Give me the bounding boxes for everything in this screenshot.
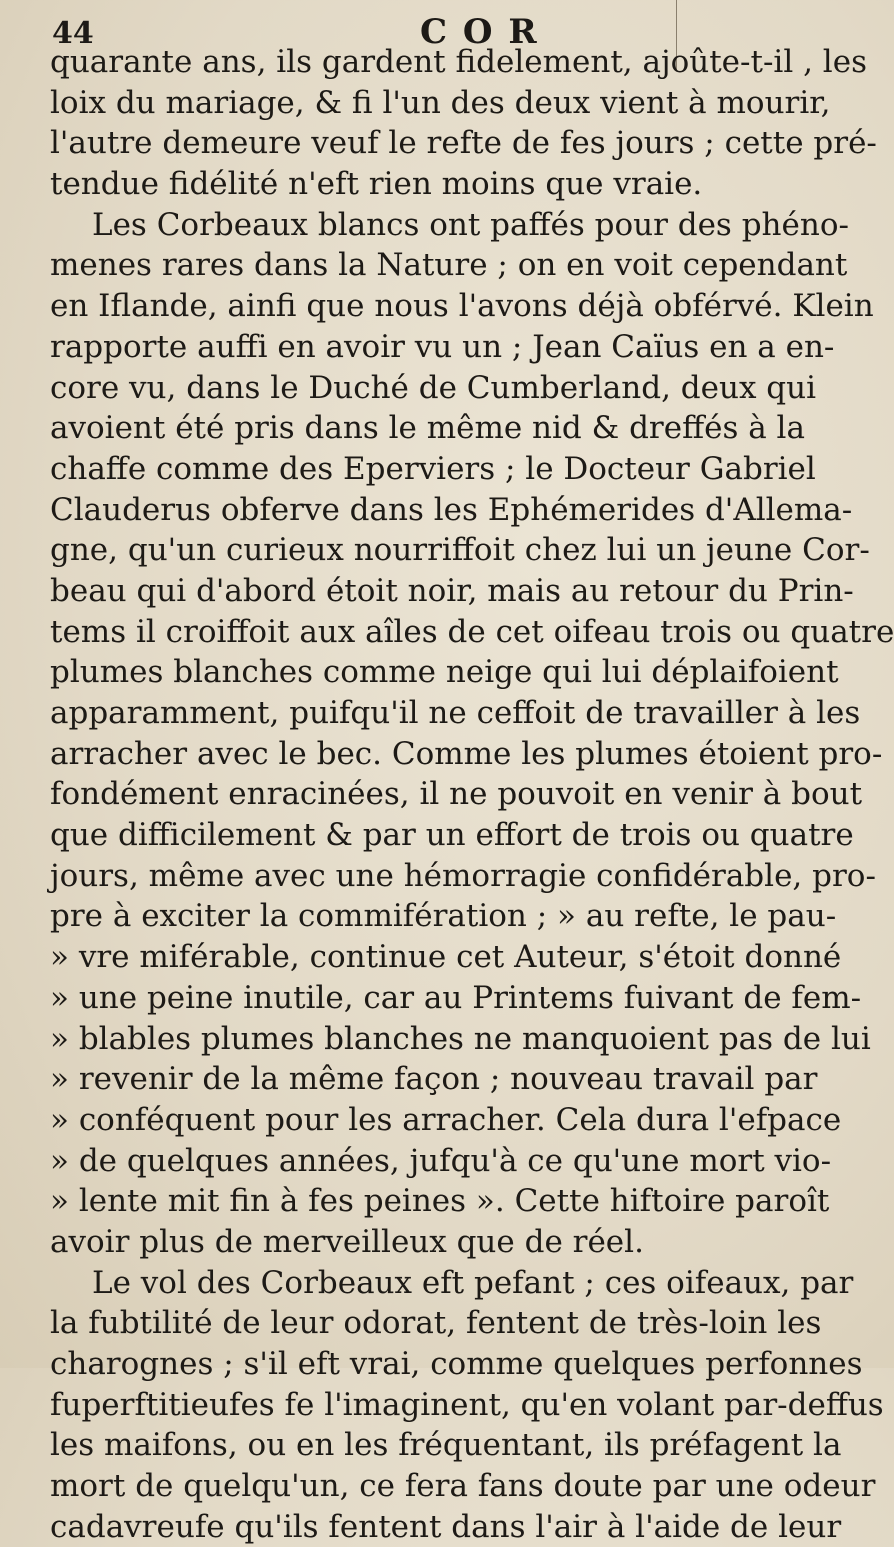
text-line: » revenir de la même façon ; nouveau travail par <box>50 1061 818 1098</box>
text-line: » vre miférable, continue cet Auteur, s'étoit donné <box>50 939 842 976</box>
text-line: arracher avec le bec. Comme les plumes étoient pro- <box>50 735 883 772</box>
text-line: mort de quelqu'un, ce fera fans doute par une odeur <box>50 1468 876 1505</box>
text-line: » conféquent pour les arracher. Cela dura l'efpace <box>50 1101 842 1138</box>
text-line: la fubtilité de leur odorat, fentent de très-loin les <box>50 1305 822 1342</box>
text-line: tendue fidélité n'eft rien moins que vraie. <box>50 166 703 203</box>
text-line: en Iflande, ainfi que nous l'avons déjà obférvé. Klein <box>50 288 874 325</box>
text-line: l'autre demeure veuf le refte de fes jours ; cette pré- <box>50 125 877 162</box>
text-line: pre à exciter la commifération ; » au refte, le pau- <box>50 898 837 935</box>
text-line: menes rares dans la Nature ; on en voit cependant <box>50 247 848 284</box>
text-line: quarante ans, ils gardent fidelement, ajoûte-t-il , les <box>50 44 867 80</box>
page-number: 44 <box>52 16 94 51</box>
text-line: cadavreufe qu'ils fentent dans l'air à l'aide de leur <box>50 1508 842 1545</box>
text-line: charognes ; s'il eft vrai, comme quelques perfonnes <box>50 1346 863 1382</box>
text-line: fondément enracinées, il ne pouvoit en venir à bout <box>50 776 863 813</box>
text-line: fuperftitieufes fe l'imaginent, qu'en volant par-deffus <box>50 1386 884 1423</box>
text-line: plumes blanches comme neige qui lui déplaifoient <box>50 654 839 691</box>
text-line: avoir plus de merveilleux que de réel. <box>50 1223 644 1260</box>
text-line: Les Corbeaux blancs ont paffés pour des phéno- <box>92 206 849 243</box>
text-line: » blables plumes blanches ne manquoient pas de lui <box>50 1020 871 1057</box>
text-line: tems il croiffoit aux aîles de cet oifeau trois ou quatre <box>50 613 894 650</box>
text-line: beau qui d'abord étoit noir, mais au retour du Prin- <box>50 572 854 609</box>
text-line: les maifons, ou en les fréquentant, ils préfagent la <box>50 1427 842 1464</box>
text-line: core vu, dans le Duché de Cumberland, deux qui <box>50 369 817 406</box>
body-text <box>50 42 894 1547</box>
text-line: » de quelques années, jufqu'à ce qu'une mort vio- <box>50 1142 832 1179</box>
text-line: Le vol des Corbeaux eft pefant ; ces oifeaux, par <box>92 1264 854 1301</box>
text-line: chaffe comme des Eperviers ; le Docteur Gabriel <box>50 450 816 487</box>
text-line: jours, même avec une hémorragie confidérable, pro- <box>50 857 876 894</box>
text-line: Clauderus obferve dans les Ephémerides d'Allema- <box>50 491 853 528</box>
text-line: que difficilement & par un effort de trois ou quatre <box>50 817 854 854</box>
text-line: loix du mariage, & fi l'un des deux vient à mourir, <box>50 84 831 121</box>
text-line: » une peine inutile, car au Printems fuivant de fem- <box>50 979 862 1016</box>
running-head: C O R <box>420 12 539 52</box>
text-line: avoient été pris dans le même nid & dreffés à la <box>50 410 805 447</box>
text-line: » lente mit fin à fes peines ». Cette hiftoire paroît <box>50 1183 830 1220</box>
text-line: gne, qu'un curieux nourriffoit chez lui un jeune Cor- <box>50 532 870 569</box>
text-line: rapporte auffi en avoir vu un ; Jean Caïus en a en- <box>50 328 835 365</box>
text-line: apparamment, puifqu'il ne ceffoit de travailler à les <box>50 695 861 731</box>
